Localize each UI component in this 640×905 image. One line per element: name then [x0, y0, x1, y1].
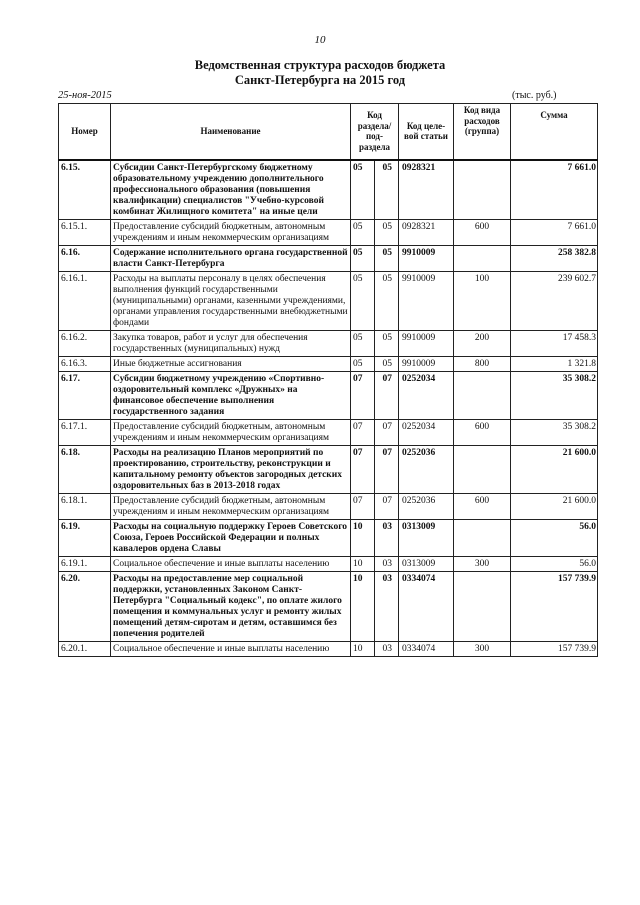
row-section: 05: [351, 330, 375, 356]
row-sum: 35 308.2: [511, 419, 598, 445]
row-target-code: 0252036: [399, 493, 454, 519]
row-name: Расходы на реализацию Планов мероприятий по проектированию, строительству, реконструкции и капитальному ремонту объектов загородных детских оздоровительных баз в 2013-2018 годах: [111, 445, 351, 493]
row-section: 10: [351, 556, 375, 571]
row-expense-code: 300: [454, 641, 511, 656]
row-section: 07: [351, 493, 375, 519]
row-number: 6.16.1.: [59, 271, 111, 330]
row-section: 10: [351, 571, 375, 641]
table-row: [59, 445, 598, 493]
row-subsection: 03: [375, 556, 399, 571]
row-target-code: 0252034: [399, 419, 454, 445]
row-number: 6.17.1.: [59, 419, 111, 445]
row-number: 6.18.: [59, 445, 111, 493]
row-subsection: 03: [375, 641, 399, 656]
row-sum: 17 458.3: [511, 330, 598, 356]
row-subsection: 07: [375, 445, 399, 493]
row-expense-code: 600: [454, 493, 511, 519]
row-number: 6.19.1.: [59, 556, 111, 571]
row-section: 05: [351, 271, 375, 330]
row-expense-code: 600: [454, 219, 511, 245]
row-number: 6.16.: [59, 245, 111, 271]
row-subsection: 03: [375, 571, 399, 641]
row-section: 05: [351, 160, 375, 220]
row-name: Предоставление субсидий бюджетным, автономным учреждениям и иным некоммерческим организациям: [111, 493, 351, 519]
table-row: [59, 219, 598, 245]
table-row: [59, 493, 598, 519]
row-section: 07: [351, 445, 375, 493]
row-target-code: 9910009: [399, 271, 454, 330]
table-row: [59, 571, 598, 641]
row-sum: 7 661.0: [511, 160, 598, 220]
row-name: Расходы на выплаты персоналу в целях обеспечения выполнения функций государственными (муниципальными) органами, казенными учреждениями, органами управления государственными внебюджетными фондами: [111, 271, 351, 330]
row-name: Социальное обеспечение и иные выплаты населению: [111, 556, 351, 571]
row-name: Иные бюджетные ассигнования: [111, 356, 351, 371]
col-header-sum: Сумма: [511, 104, 598, 160]
row-name: Содержание исполнительного органа государственной власти Санкт-Петербурга: [111, 245, 351, 271]
row-sum: 258 382.8: [511, 245, 598, 271]
document-date: 25-ноя-2015: [58, 90, 112, 101]
row-section: 07: [351, 371, 375, 419]
row-expense-code: [454, 519, 511, 556]
row-subsection: 03: [375, 519, 399, 556]
col-header-name: Наименование: [111, 104, 351, 160]
row-expense-code: [454, 371, 511, 419]
row-target-code: 0928321: [399, 160, 454, 220]
row-name: Расходы на социальную поддержку Героев Советского Союза, Героев Российской Федерации и полных кавалеров ордена Славы: [111, 519, 351, 556]
row-subsection: 05: [375, 219, 399, 245]
row-target-code: 0313009: [399, 556, 454, 571]
table-row: [59, 419, 598, 445]
row-sum: 21 600.0: [511, 493, 598, 519]
row-sum: 157 739.9: [511, 571, 598, 641]
row-subsection: 05: [375, 271, 399, 330]
row-sum: 239 602.7: [511, 271, 598, 330]
document-title: [0, 58, 640, 88]
row-target-code: 0334074: [399, 571, 454, 641]
row-number: 6.18.1.: [59, 493, 111, 519]
row-expense-code: 800: [454, 356, 511, 371]
table-row: [59, 556, 598, 571]
row-subsection: 05: [375, 245, 399, 271]
budget-table: [58, 103, 598, 657]
row-number: 6.16.2.: [59, 330, 111, 356]
title-line-2: Санкт-Петербурга на 2015 год: [234, 73, 406, 87]
row-target-code: 0252036: [399, 445, 454, 493]
row-sum: 1 321.8: [511, 356, 598, 371]
table-row: [59, 330, 598, 356]
row-expense-code: [454, 245, 511, 271]
table-row: [59, 519, 598, 556]
row-number: 6.15.: [59, 160, 111, 220]
col-header-target: Код целе-вой статьи: [399, 104, 454, 160]
row-sum: 56.0: [511, 556, 598, 571]
table-row: [59, 356, 598, 371]
row-expense-code: [454, 445, 511, 493]
row-name: Расходы на предоставление мер социальной поддержки, установленных Законом Санкт-Петербурга "Социальный кодекс", по оплате жилого помещения и коммунальных услуг и ремонту жилых помещений детям-сиротам и детям, оставшимся без попечения родителей: [111, 571, 351, 641]
table-row: [59, 245, 598, 271]
row-target-code: 9910009: [399, 356, 454, 371]
table-row: [59, 160, 598, 220]
page-number: 10: [314, 34, 326, 46]
table-row: [59, 271, 598, 330]
row-expense-code: 300: [454, 556, 511, 571]
col-header-number: Номер: [59, 104, 111, 160]
row-target-code: 0252034: [399, 371, 454, 419]
row-subsection: 05: [375, 356, 399, 371]
row-target-code: 9910009: [399, 330, 454, 356]
row-target-code: 0928321: [399, 219, 454, 245]
row-sum: 157 739.9: [511, 641, 598, 656]
units-label: (тыс. руб.): [512, 90, 557, 101]
row-name: Субсидии бюджетному учреждению «Спортивно-оздоровительный комплекс «Дружных» на финансовое обеспечение выполнения государственного задания: [111, 371, 351, 419]
row-expense-code: 600: [454, 419, 511, 445]
row-target-code: 9910009: [399, 245, 454, 271]
row-section: 05: [351, 356, 375, 371]
row-name: Социальное обеспечение и иные выплаты населению: [111, 641, 351, 656]
title-line-1: Ведомственная структура расходов бюджета: [194, 58, 446, 72]
row-sum: 35 308.2: [511, 371, 598, 419]
row-number: 6.15.1.: [59, 219, 111, 245]
table-row: [59, 371, 598, 419]
row-subsection: 05: [375, 330, 399, 356]
row-name: Закупка товаров, работ и услуг для обеспечения государственных (муниципальных) нужд: [111, 330, 351, 356]
col-header-expense: Код вида расходов (группа): [454, 104, 511, 160]
row-name: Предоставление субсидий бюджетным, автономным учреждениям и иным некоммерческим организациям: [111, 219, 351, 245]
row-section: 05: [351, 219, 375, 245]
row-expense-code: 200: [454, 330, 511, 356]
row-number: 6.17.: [59, 371, 111, 419]
row-subsection: 07: [375, 493, 399, 519]
row-target-code: 0313009: [399, 519, 454, 556]
col-header-section: Код раздела/ под-раздела: [351, 104, 399, 160]
row-number: 6.19.: [59, 519, 111, 556]
row-subsection: 05: [375, 160, 399, 220]
row-section: 07: [351, 419, 375, 445]
row-section: 10: [351, 641, 375, 656]
row-subsection: 07: [375, 419, 399, 445]
table-row: [59, 641, 598, 656]
row-section: 05: [351, 245, 375, 271]
row-name: Предоставление субсидий бюджетным, автономным учреждениям и иным некоммерческим организациям: [111, 419, 351, 445]
row-section: 10: [351, 519, 375, 556]
row-subsection: 07: [375, 371, 399, 419]
row-target-code: 0334074: [399, 641, 454, 656]
row-expense-code: 100: [454, 271, 511, 330]
row-expense-code: [454, 571, 511, 641]
row-sum: 56.0: [511, 519, 598, 556]
row-sum: 21 600.0: [511, 445, 598, 493]
row-number: 6.20.1.: [59, 641, 111, 656]
row-sum: 7 661.0: [511, 219, 598, 245]
row-number: 6.16.3.: [59, 356, 111, 371]
row-number: 6.20.: [59, 571, 111, 641]
row-expense-code: [454, 160, 511, 220]
row-name: Субсидии Санкт-Петербургскому бюджетному образовательному учреждению дополнительного профессионального образования (повышения квалификации) специалистов "Учебно-курсовой комбинат Жилищного комитета" на иные цели: [111, 160, 351, 220]
